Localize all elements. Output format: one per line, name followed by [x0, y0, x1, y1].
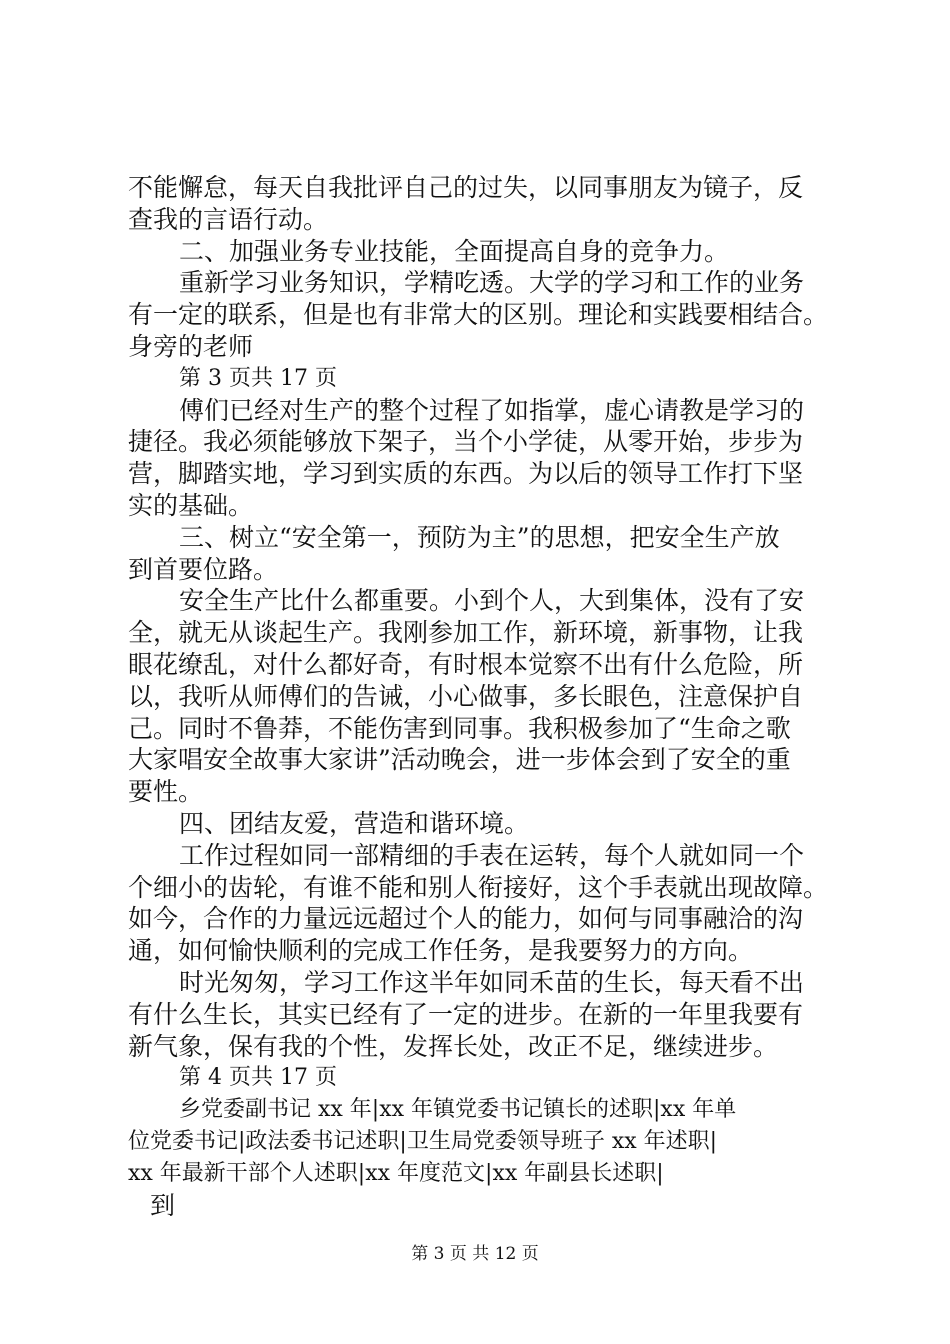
text-line: 安全生产比什么都重要。小到个人，大到集体，没有了安	[179, 586, 805, 616]
page-footer: 第 3 页 共 12 页	[411, 1244, 539, 1264]
related-links-line: xx 年最新干部个人述职|xx 年度范文|xx 年副县长述职|	[128, 1160, 664, 1186]
text-line: 新气象，保有我的个性，发挥长处，改正不足，继续进步。	[128, 1031, 779, 1061]
related-links-line: 乡党委副书记 xx 年|xx 年镇党委书记镇长的述职|xx 年单	[179, 1097, 737, 1123]
text-line: 到首要位路。	[128, 554, 279, 584]
related-links-line: 位党委书记|政法委书记述职|卫生局党委领导班子 xx 年述职|	[128, 1128, 718, 1154]
text-line: 以，我听从师傅们的告诫，小心做事，多长眼色，注意保护自	[128, 681, 804, 711]
text-line: 有一定的联系，但是也有非常大的区别。理论和实践要相结合。	[128, 300, 829, 330]
text-line: 时光匆匆，学习工作这半年如同禾苗的生长，每天看不出	[179, 967, 805, 997]
inline-page-marker: 第 4 页共 17 页	[179, 1065, 337, 1091]
text-line: 工作过程如同一部精细的手表在运转，每个人就如同一个	[179, 840, 805, 870]
section-heading: 二、加强业务专业技能，全面提高自身的竞争力。	[179, 236, 730, 266]
text-line: 重新学习业务知识，学精吃透。大学的学习和工作的业务	[179, 268, 805, 298]
text-line: 通，如何愉快顺利的完成工作任务，是我要努力的方向。	[128, 936, 754, 966]
text-line: 眼花缭乱，对什么都好奇，有时根本觉察不出有什么危险，所	[128, 649, 804, 679]
text-line: 到	[150, 1190, 176, 1220]
text-line: 有什么生长，其实已经有了一定的进步。在新的一年里我要有	[128, 999, 804, 1029]
text-line: 傅们已经对生产的整个过程了如指掌，虚心请教是学习的	[179, 395, 805, 425]
text-line: 要性。	[128, 777, 204, 807]
text-line: 己。同时不鲁莽，不能伤害到同事。我积极参加了“生命之歌	[128, 713, 791, 743]
text-line: 查我的言语行动。	[128, 204, 329, 234]
section-heading: 四、团结友爱，营造和谐环境。	[179, 808, 530, 838]
text-line: 大家唱安全故事大家讲”活动晚会，进一步体会到了安全的重	[128, 745, 791, 775]
text-line: 不能懈怠，每天自我批评自己的过失，以同事朋友为镜子，反	[128, 173, 804, 202]
text-line: 实的基础。	[128, 490, 254, 520]
text-line: 捷径。我必须能够放下架子，当个小学徒，从零开始，步步为	[128, 427, 804, 457]
text-line: 个细小的齿轮，有谁不能和别人衔接好，这个手表就出现故障。	[128, 872, 829, 902]
document-body	[128, 172, 840, 1221]
inline-page-marker: 第 3 页共 17 页	[179, 365, 337, 391]
text-line: 营，脚踏实地，学习到实质的东西。为以后的领导工作打下坚	[128, 459, 804, 489]
text-line: 如今，合作的力量远远超过个人的能力，如何与同事融洽的沟	[128, 904, 804, 934]
text-line: 身旁的老师	[128, 331, 254, 361]
text-line: 全，就无从谈起生产。我刚参加工作，新环境，新事物，让我	[128, 618, 804, 648]
section-heading: 三、树立“安全第一，预防为主”的思想，把安全生产放	[179, 522, 780, 552]
